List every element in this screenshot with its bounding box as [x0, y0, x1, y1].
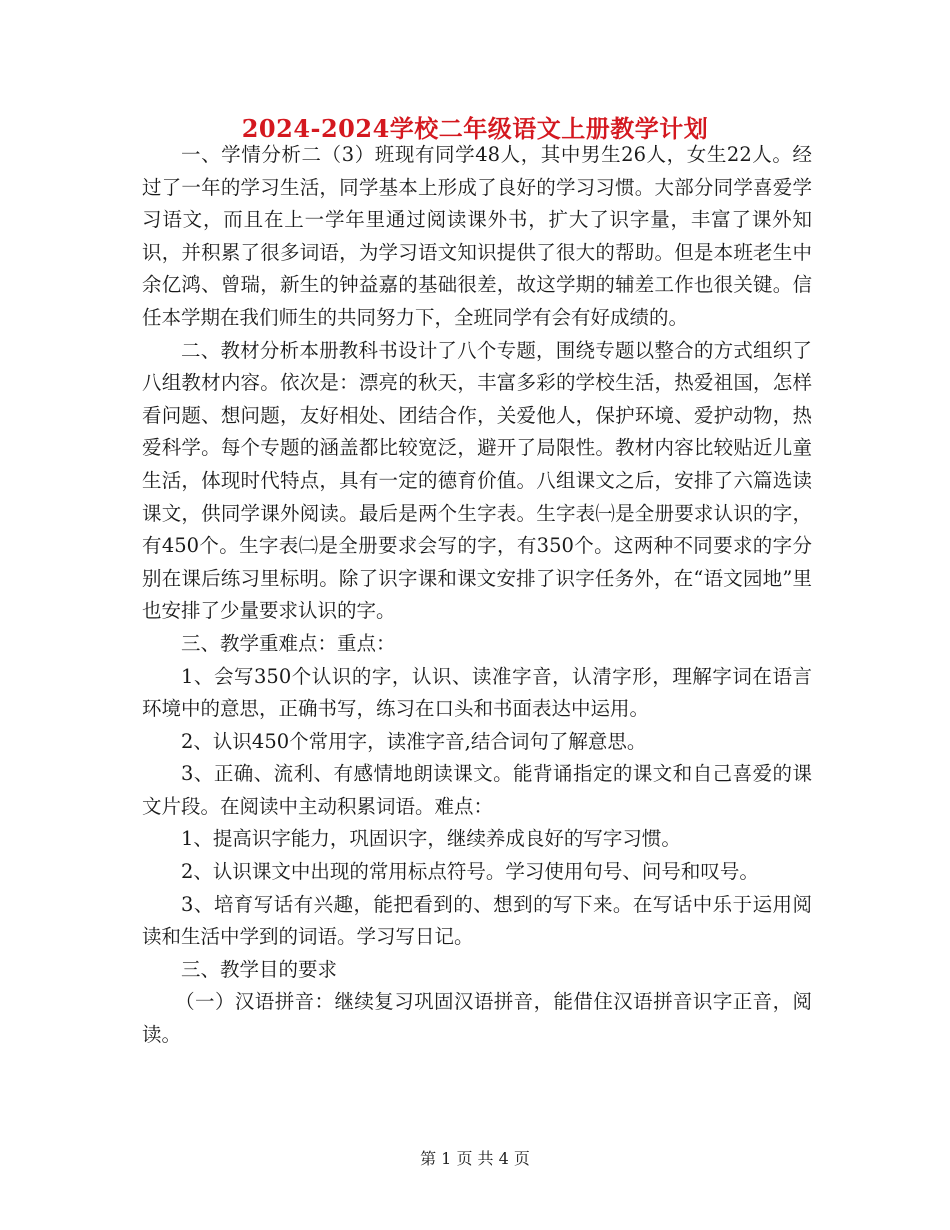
paragraph-objectives-heading: 三、教学目的要求	[181, 957, 338, 981]
paragraph-key-point-1: 1、会写350个认识的字，认识、读准字音，认清字形，理解字词在语言环境中的意思，正确书写，练习在口头和书面表达中运用。	[142, 664, 812, 721]
document-body	[142, 139, 812, 1052]
paragraph-difficulty-3: 3、培育写话有兴趣，能把看到的、想到的写下来。在写话中乐于运用阅读和生活中学到的词语。学习写日记。	[142, 892, 812, 949]
paragraph-textbook-analysis: 二、教材分析本册教科书设计了八个专题，围绕专题以整合的方式组织了八组教材内容。依次是：漂亮的秋天，丰富多彩的学校生活，热爱祖国，怎样看问题、想问题，友好相处、团结合作，关爱他人，保护环境、爱护动物，热爱科学。每个专题的涵盖都比较宽泛，避开了局限性。教材内容比较贴近儿童生活，体现时代特点，具有一定的德育价值。八组课文之后，安排了六篇选读课文，供同学课外阅读。最后是两个生字表。生字表㈠是全册要求认识的字，有450个。生字表㈡是全册要求会写的字，有350个。这两种不同要求的字分别在课后练习里标明。除了识字课和课文安排了识字任务外，在“语文园地”里也安排了少量要求认识的字。	[142, 338, 812, 623]
paragraph-pinyin-objective: （一）汉语拼音：继续复习巩固汉语拼音，能借住汉语拼音识字正音，阅读。	[142, 990, 812, 1047]
paragraph-difficulty-2: 2、认识课文中出现的常用标点符号。学习使用句号、问号和叹号。	[181, 860, 759, 884]
document-title: 2024-2024学校二年级语文上册教学计划	[241, 114, 709, 143]
paragraph-key-points-heading: 三、教学重难点：重点：	[181, 631, 396, 655]
paragraph-learning-analysis: 一、学情分析二（3）班现有同学48人，其中男生26人，女生22人。经过了一年的学习生活，同学基本上形成了良好的学习习惯。大部分同学喜爱学习语文，而且在上一学年里通过阅读课外书，扩大了识字量，丰富了课外知识，并积累了很多词语，为学习语文知识提供了很大的帮助。但是本班老生中余亿鸿、曾瑞，新生的钟益嘉的基础很差，故这学期的辅差工作也很关键。信任本学期在我们师生的共同努力下，全班同学有会有好成绩的。	[142, 143, 812, 329]
paragraph-key-point-3: 3、正确、流利、有感情地朗读课文。能背诵指定的课文和自己喜爱的课文片段。在阅读中主动积累词语。难点：	[142, 762, 812, 818]
paragraph-key-point-2: 2、认识450个常用字，读准字音,结合词句了解意思。	[181, 729, 647, 753]
page-number-footer: 第 1 页 共 4 页	[420, 1149, 530, 1168]
paragraph-difficulty-1: 1、提高识字能力，巩固识字，继续养成良好的写字习惯。	[181, 827, 681, 851]
